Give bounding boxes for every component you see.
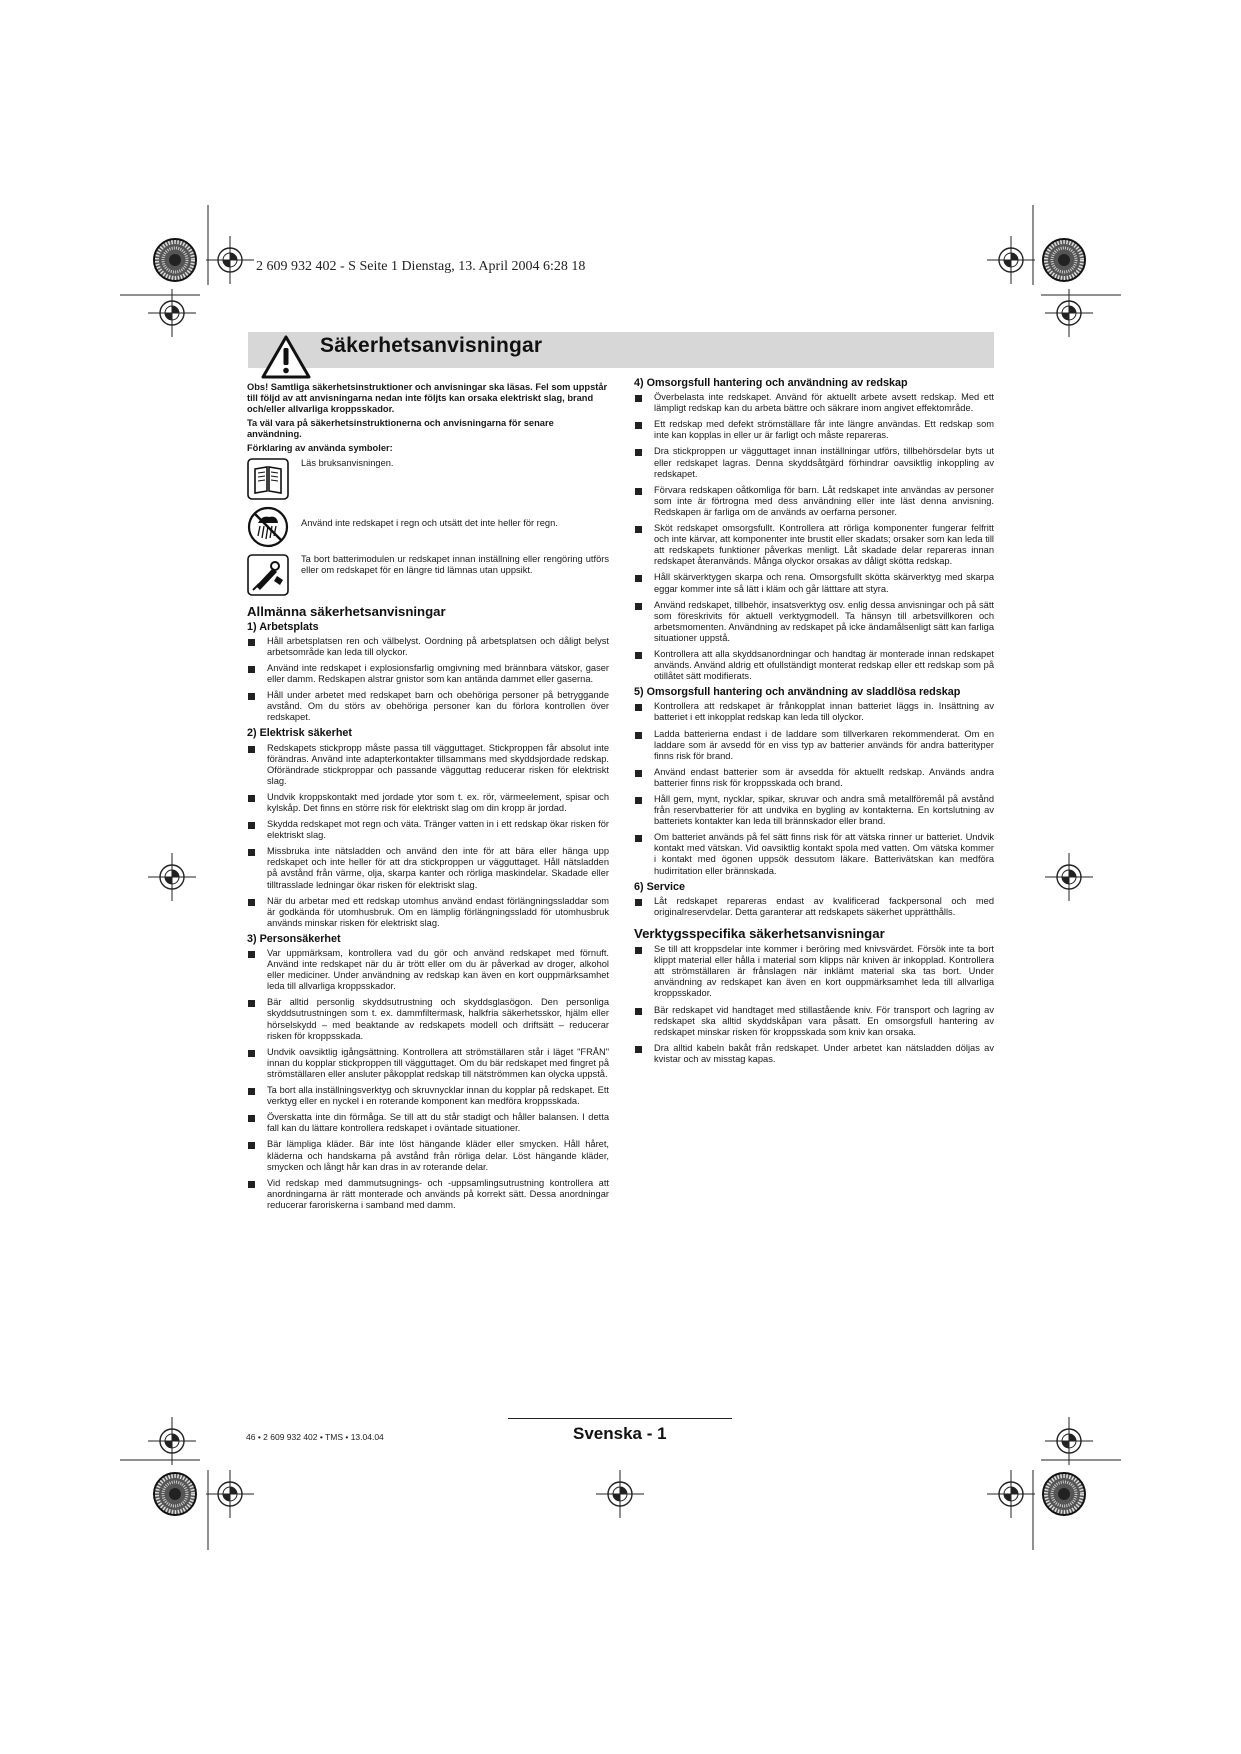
symbol-text: Använd inte redskapet i regn och utsätt det inte heller för regn. (301, 517, 558, 528)
section-heading-service: 6) Service (634, 880, 686, 893)
list-item: Bär redskapet vid handtaget med stillastående kniv. För transport och lagring av redskapet ska alltid skyddskåpan vara påsatt. En omsorgsfull hantering av redskapet minskar risken för kroppsskada som kniv kan orsaka. (634, 1005, 994, 1038)
list-item: När du arbetar med ett redskap utomhus använd endast förlängningssladdar som är godkända för utomhusbruk. Om en lämplig förlängningssladd för utomhusbruk används minskar risken för elektriskt slag. (247, 896, 609, 929)
list-item: Använd inte redskapet i explosionsfarlig omgivning med brännbara vätskor, gaser eller damm. Redskapen alstrar gnistor som kan antända dammet eller gaserna. (247, 663, 609, 685)
registration-crosshair-icon (987, 1470, 1035, 1518)
color-calibration-wheel-icon (154, 1473, 196, 1515)
list-item: Se till att kroppsdelar inte kommer i beröring med knivsvärdet. Försök inte ta bort klippt material eller hålla i material som klipps när kniven är inkopplad. Kontrollera att strömställaren är frånslagen när inklämt material ska tas bort. Under användning av redskapet kan även en kort ouppmärksamhet leda till allvarliga kroppsskador. (634, 944, 994, 999)
symbol-row (247, 554, 609, 596)
color-calibration-wheel-icon (1043, 239, 1085, 281)
symbol-row (247, 458, 609, 500)
section-heading-tool-use: 4) Omsorgsfull hantering och användning av redskap (634, 377, 908, 389)
page-title: Säkerhetsanvisningar (320, 334, 543, 357)
list-item: Skydda redskapet mot regn och väta. Tränger vatten in i ett redskap ökar risken för elektriskt slag. (247, 819, 609, 841)
list-item: Ladda batterierna endast i de laddare som tillverkaren rekommenderat. Om en laddare som är avsedd för en viss typ av batterier används för andra batterityper finns risk för brand. (634, 729, 994, 762)
list-item: Undvik oavsiktlig igångsättning. Kontrollera att strömställaren står i läget "FRÅN" innan du kopplar stickproppen till vägguttaget. Om du bär redskapet med fingret på strömställaren eller ansluter påkopplat redskap till nätströmmen kan olycka uppstå. (247, 1047, 609, 1080)
list-item: Om batteriet används på fel sätt finns risk för att vätska rinner ur batteriet. Undvik kontakt med vätskan. Vid oavsiktlig kontakt spola med vatten. Om vätska kommer i kontakt med ögonen uppsök dessutom läkare. Batterivätskan kan medföra hudirritation eller brännskada. (634, 832, 994, 876)
general-safety-heading: Allmänna säkerhetsanvisningar (247, 603, 446, 619)
section-heading-cordless: 5) Omsorgsfull hantering och användning av sladdlösa redskap (634, 686, 961, 699)
tool-specific-heading: Verktygsspecifika säkerhetsanvisningar (634, 925, 885, 941)
footer-print-info: 46 • 2 609 932 402 • TMS • 13.04.04 (246, 1432, 384, 1442)
registration-crosshair-icon (1045, 853, 1093, 901)
list-item: Ett redskap med defekt strömställare får inte längre användas. Ett redskap som inte kan kopplas in eller ur är farligt och måste repareras. (634, 419, 994, 441)
list-item: Redskapets stickpropp måste passa till vägguttaget. Stickproppen får absolut inte förändras. Använd inte adapterkontakter tillsammans med skyddsjordade redskap. Oförändrade stickproppar och passande vägguttag reducerar risken för elektriskt slag. (247, 743, 609, 787)
list-item: Kontrollera att redskapet är frånkopplat innan batteriet läggs in. Insättning av batteriet i ett inkopplat redskap kan leda till olyckor. (634, 701, 994, 723)
no-rain-icon (247, 506, 289, 548)
intro-warning: Obs! Samtliga säkerhetsinstruktioner och anvisningar ska läsas. Fel som uppstår till följd av att anvisningarna nedan inte följts kan orsaka elektriskt slag, brand och/eller allvarliga kroppsskador. (247, 382, 608, 415)
list-item: Dra stickproppen ur vägguttaget innan inställningar utförs, tillbehörsdelar byts ut eller redskapet lagras. Denna skyddsåtgärd förhindrar oavsiktlig inkoppling av redskapet. (634, 446, 994, 479)
personal-list (247, 948, 609, 1211)
page-number: Svenska - 1 (573, 1424, 667, 1443)
list-item: Bär lämpliga kläder. Bär inte löst hängande kläder eller smycken. Håll håret, kläderna och handskarna på avstånd från rörliga delar. Löst hängande kläder, smycken och långt hår kan dras in av roterande delar. (247, 1139, 609, 1172)
list-item: Förvara redskapen oåtkomliga för barn. Låt redskapet inte användas av personer som inte är förtrogna med dess användning eller inte läst denna anvisning. Redskapen är farliga om de används av oerfarna personer. (634, 485, 994, 518)
list-item: Bär alltid personlig skyddsutrustning och skyddsglasögon. Den personliga skyddsutrustningen som t. ex. dammfiltermask, halkfria säkerhetsskor, hjälm eller hörselskydd – med beaktande av redskapets modell och driftsätt – reducerar risken för kroppsskada. (247, 997, 609, 1041)
symbol-row (247, 506, 609, 548)
list-item: Använd redskapet, tillbehör, insatsverktyg osv. enlig dessa anvisningar och på sätt som föreskrivits för aktuell verktygmodell. Ta hänsyn till arbetsvillkoren och arbetsmomenten. Användning av redskapet på icke ändamålsenligt sätt kan farliga situationer uppstå. (634, 600, 994, 644)
list-item: Dra alltid kabeln bakåt från redskapet. Under arbetet kan nätsladden döljas av kvistar och av misstag kapas. (634, 1043, 994, 1065)
section-heading-electrical: 2) Elektrisk säkerhet (247, 727, 353, 740)
warning-triangle-icon (260, 334, 312, 380)
list-item: Undvik kroppskontakt med jordade ytor som t. ex. rör, värmeelement, spisar och kylskåp. Det finns en större risk för elektriskt slag om din kropp är jordad. (247, 792, 609, 814)
cordless-list (634, 701, 994, 876)
list-item: Överskatta inte din förmåga. Se till att du står stadigt och håller balansen. I detta fall kan du lättare kontrollera redskapet i oväntade situationer. (247, 1112, 609, 1134)
symbol-text: Läs bruksanvisningen. (301, 457, 394, 468)
service-list (634, 896, 994, 918)
registration-crosshair-icon (206, 236, 254, 284)
registration-crosshair-icon (206, 1470, 254, 1518)
tool-use-list (634, 392, 994, 682)
list-item: Håll arbetsplatsen ren och välbelyst. Oordning på arbetsplatsen och dåligt belyst arbetsområde kan leda till olyckor. (247, 636, 609, 658)
list-item: Var uppmärksam, kontrollera vad du gör och använd redskapet med förnuft. Använd inte redskapet när du är trött eller om du är påverkad av droger, alkohol eller mediciner. Under användning av redskap kan även en kort ouppmärksamhet leda till allvarliga kroppsskador. (247, 948, 609, 992)
list-item: Använd endast batterier som är avsedda för aktuellt redskap. Används andra batterier finns risk för kroppsskada och brand. (634, 767, 994, 789)
list-item: Låt redskapet repareras endast av kvalificerad fackpersonal och med originalreservdelar. Detta garanterar att redskapets säkerhet upprätthålls. (634, 896, 994, 918)
list-item: Ta bort alla inställningsverktyg och skruvnycklar innan du kopplar på redskapet. Ett verktyg eller en nyckel i en roterande komponent kan medföra kroppsskada. (247, 1085, 609, 1107)
registration-crosshair-icon (596, 1470, 644, 1518)
remove-battery-icon (247, 554, 289, 596)
book-icon (247, 458, 289, 500)
list-item: Kontrollera att alla skyddsanordningar och handtag är monterade innan redskapet används. Använd aldrig ett ofullständigt monterat redskap eller ett redskap som på otillåtet sätt modifierats. (634, 649, 994, 682)
intro-keep-instructions: Ta väl vara på säkerhetsinstruktionerna och anvisningarna för senare användning. (247, 418, 554, 440)
symbols-heading: Förklaring av använda symboler: (247, 443, 393, 454)
registration-crosshair-icon (148, 1417, 196, 1465)
print-slug-line: 2 609 932 402 - S Seite 1 Dienstag, 13. April 2004 6:28 18 (256, 259, 586, 274)
workplace-list (247, 636, 609, 724)
list-item: Överbelasta inte redskapet. Använd för aktuellt arbete avsett redskap. Med ett lämpligt redskap kan du arbeta bättre och säkrare inom angivet effektområde. (634, 392, 994, 414)
list-item: Håll under arbetet med redskapet barn och obehöriga personer på betryggande avstånd. Om du störs av obehöriga personer kan du förlora kontrollen över redskapet. (247, 690, 609, 723)
left-column (247, 382, 609, 1216)
color-calibration-wheel-icon (1043, 1473, 1085, 1515)
section-heading-personal: 3) Personsäkerhet (247, 932, 341, 945)
list-item: Håll skärverktygen skarpa och rena. Omsorgsfullt skötta skärverktyg med skarpa eggar kommer inte så lätt i kläm och går lätttare att styra. (634, 572, 994, 594)
registration-crosshair-icon (148, 853, 196, 901)
list-item: Sköt redskapet omsorgsfullt. Kontrollera att rörliga komponenter fungerar felfritt och inte kärvar, att komponenter inte brustit eller skadats; orsaker som kan leda till att redskapets funktioner påverkas menligt. Låt skadade delar repareras innan redskapet återanvänds. Många olyckor orsakas av dåligt skötta redskap. (634, 523, 994, 567)
color-calibration-wheel-icon (154, 239, 196, 281)
registration-crosshair-icon (148, 289, 196, 337)
symbol-text: Ta bort batterimodulen ur redskapet innan inställning eller rengöring utförs eller om redskapet för en längre tid lämnas utan uppsikt. (301, 553, 609, 575)
tool-specific-list (634, 944, 994, 1065)
list-item: Missbruka inte nätsladden och använd den inte för att bära eller hänga upp redskapet och inte heller för att dra stickproppen ur vägguttaget. Håll nätsladden på avstånd från värme, olja, skarpa kanter och rörliga maskindelar. Skadade eller tilltrasslade ledningar ökar risken för elektriskt slag. (247, 846, 609, 890)
section-heading-workplace: 1) Arbetsplats (247, 620, 319, 633)
registration-crosshair-icon (1045, 1417, 1093, 1465)
list-item: Vid redskap med dammutsugnings- och -uppsamlingsutrustning kontrollera att anordningarna är rätt monterade och används på korrekt sätt. Dessa anordningar reducerar faroriskerna i samband med damm. (247, 1178, 609, 1211)
list-item: Håll gem, mynt, nycklar, spikar, skruvar och andra små metallföremål på avstånd från reservbatterier för att undvika en bygling av kontakterna. En kortslutning av batteriets kontakter kan leda till brännskador eller brand. (634, 794, 994, 827)
electrical-list (247, 743, 609, 929)
right-column (634, 378, 994, 1070)
registration-crosshair-icon (1045, 289, 1093, 337)
registration-crosshair-icon (987, 236, 1035, 284)
footer-rule (508, 1418, 732, 1419)
